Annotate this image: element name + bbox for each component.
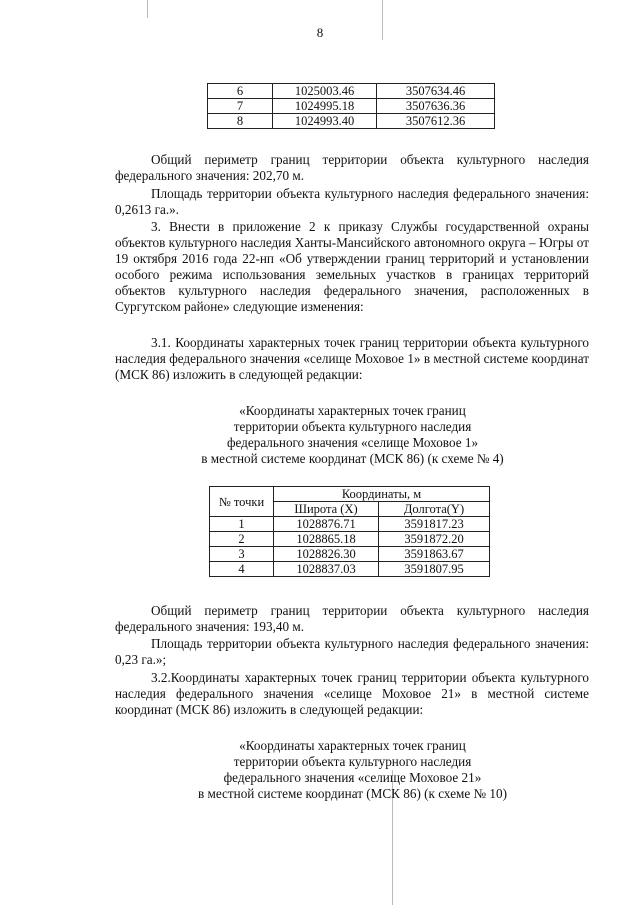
header-point-number: № точки xyxy=(210,487,274,517)
table-row xyxy=(210,547,490,562)
point-number: 2 xyxy=(210,532,274,547)
coord-y: 3507634.46 xyxy=(377,84,495,99)
coord-y: 3507612.36 xyxy=(377,114,495,129)
section-3-1-paragraph: 3.1. Координаты характерных точек границ территории объекта культурного наследия федерального значения «селище Моховое 1» в местной системе координат (МСК 86) изложить в следующей редакции: xyxy=(115,335,589,382)
coord-x: 1028865.18 xyxy=(274,532,379,547)
coordinates-heading-1: «Координаты характерных точек границ территории объекта культурного наследия федерального значения «селище Моховое 1» в местной системе координат (МСК 86) (к схеме № 4) xyxy=(201,403,504,466)
coord-y: 3591872.20 xyxy=(379,532,490,547)
table-row xyxy=(208,84,495,99)
point-number: 6 xyxy=(208,84,273,99)
header-coordinates: Координаты, м xyxy=(274,487,490,502)
coord-y: 3591863.67 xyxy=(379,547,490,562)
table-row xyxy=(208,114,495,129)
coord-x: 1028876.71 xyxy=(274,517,379,532)
table-row xyxy=(210,562,490,577)
coord-x: 1028837.03 xyxy=(274,562,379,577)
header-longitude: Долгота(Y) xyxy=(379,502,490,517)
perimeter-paragraph-2: Общий периметр границ территории объекта культурного наследия федерального значения: 193,40 м. xyxy=(115,603,589,634)
page-number: 8 xyxy=(316,25,324,40)
coordinates-table-continued xyxy=(207,83,495,129)
coord-x: 1025003.46 xyxy=(273,84,377,99)
coordinates-heading-2: «Координаты характерных точек границ территории объекта культурного наследия федерального значения «селище Моховое 21» в местной системе координат (МСК 86) (к схеме № 10) xyxy=(197,738,508,801)
table-row xyxy=(208,99,495,114)
header-latitude: Широта (X) xyxy=(274,502,379,517)
point-number: 8 xyxy=(208,114,273,129)
point-number: 7 xyxy=(208,99,273,114)
coord-x: 1024993.40 xyxy=(273,114,377,129)
section-3-2-paragraph: 3.2.Координаты характерных точек границ территории объекта культурного наследия федерального значения «селище Моховое 21» в местной системе координат (МСК 86) изложить в следующей редакции: xyxy=(115,670,589,717)
coord-y: 3591817.23 xyxy=(379,517,490,532)
area-paragraph-1: Площадь территории объекта культурного наследия федерального значения: 0,2613 га.». xyxy=(115,186,589,217)
table-row xyxy=(210,532,490,547)
coord-x: 1024995.18 xyxy=(273,99,377,114)
coord-y: 3591807.95 xyxy=(379,562,490,577)
coord-x: 1028826.30 xyxy=(274,547,379,562)
area-paragraph-2: Площадь территории объекта культурного наследия федерального значения: 0,23 га.»; xyxy=(115,636,589,667)
coordinates-table-mokhovoe-1 xyxy=(209,486,490,577)
point-number: 4 xyxy=(210,562,274,577)
amendment-paragraph: 3. Внести в приложение 2 к приказу Службы государственной охраны объектов культурного наследия Ханты-Мансийского автономного округа – Югры от 19 октября 2016 года 22-нп «Об утверждении границ территорий и установлении особого режима использования земельных участков в границах территорий объектов культурного наследия федерального значения, расположенных в Сургутском районе» следующие изменения: xyxy=(115,219,589,314)
table-row xyxy=(210,517,490,532)
coord-y: 3507636.36 xyxy=(377,99,495,114)
point-number: 1 xyxy=(210,517,274,532)
perimeter-paragraph-1: Общий периметр границ территории объекта культурного наследия федерального значения: 202,70 м. xyxy=(115,152,589,183)
point-number: 3 xyxy=(210,547,274,562)
